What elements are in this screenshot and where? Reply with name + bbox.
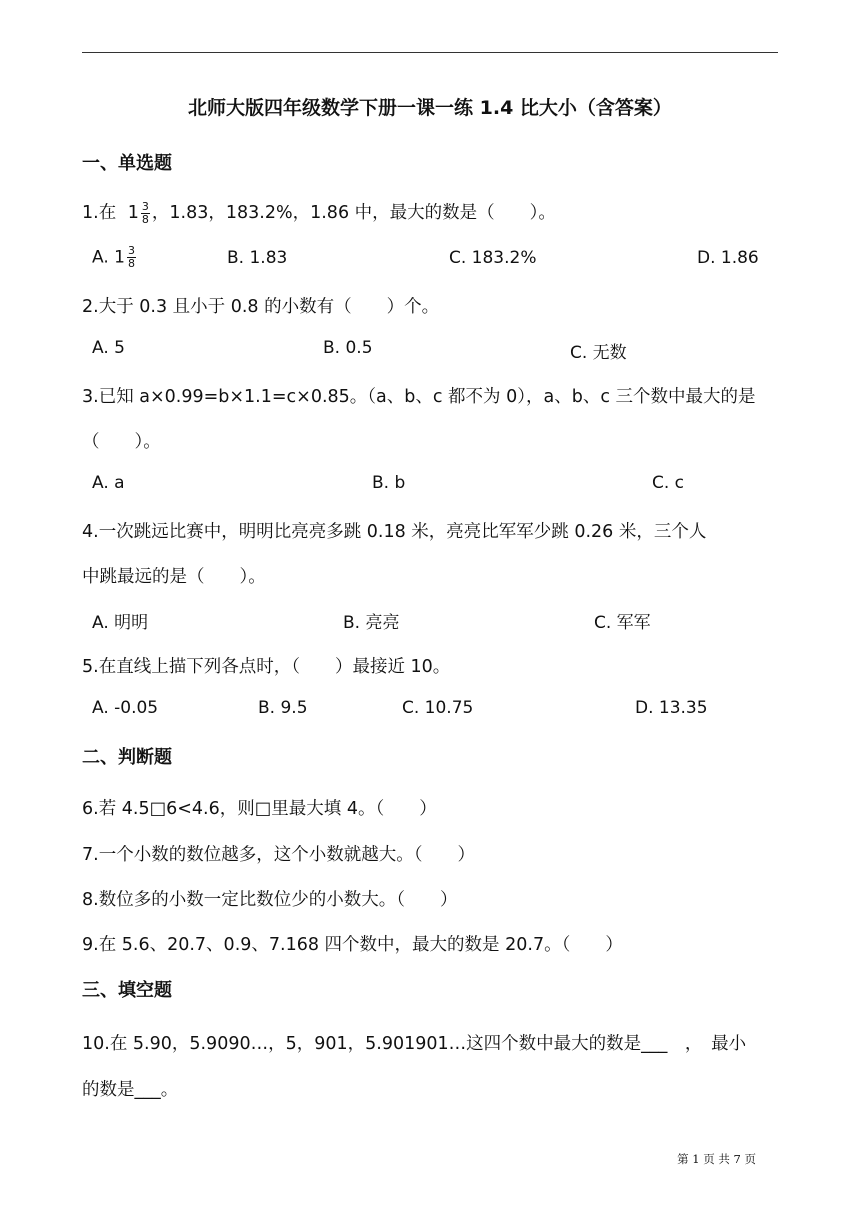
question-7: 7.一个小数的数位越多，这个小数就越大。（ ） (82, 845, 475, 865)
section-heading-single-choice: 一、单选题 (82, 153, 172, 174)
question-10-line-2: 的数是___。 (82, 1080, 179, 1100)
question-6: 6.若 4.5□6<4.6，则□里最大填 4。（ ） (82, 799, 437, 819)
q3-option-c[interactable]: C. c (652, 473, 685, 493)
q2-option-a[interactable]: A. 5 (92, 338, 125, 358)
q5-option-c[interactable]: C. 10.75 (402, 698, 474, 718)
fraction-numerator: 3 (127, 244, 135, 257)
q4-option-b[interactable]: B. 亮亮 (343, 613, 400, 633)
q5-option-d[interactable]: D. 13.35 (635, 698, 708, 718)
q1-option-c[interactable]: C. 183.2% (449, 248, 537, 268)
question-1-prefix: 1.在 (82, 203, 117, 223)
q4-option-c[interactable]: C. 军军 (594, 613, 651, 633)
question-1-whole: 1 (127, 203, 139, 223)
q2-option-c[interactable]: C. 无数 (570, 343, 627, 363)
q3-option-b[interactable]: B. b (372, 473, 406, 493)
q3-option-a[interactable]: A. a (92, 473, 125, 493)
question-1-suffix: ，1.83，183.2%，1.86 中，最大的数是（ ）。 (151, 203, 556, 223)
fraction-denominator: 8 (141, 212, 149, 226)
document-title: 北师大版四年级数学下册一课一练 1.4 比大小（含答案） (188, 97, 672, 119)
page-footer: 第 1 页 共 7 页 (677, 1152, 756, 1166)
option-a-fraction (127, 245, 136, 270)
question-1-fraction (141, 201, 150, 226)
q1-option-a[interactable] (92, 245, 138, 270)
question-8: 8.数位多的小数一定比数位少的小数大。（ ） (82, 890, 458, 910)
q1-option-b[interactable]: B. 1.83 (227, 248, 288, 268)
q5-option-a[interactable]: A. -0.05 (92, 698, 159, 718)
header-rule (82, 52, 778, 53)
q1-option-d[interactable]: D. 1.86 (697, 248, 759, 268)
question-1 (82, 199, 556, 226)
option-a-prefix: A. 1 (92, 247, 125, 268)
q4-option-a[interactable]: A. 明明 (92, 613, 149, 633)
question-5: 5.在直线上描下列各点时，（ ）最接近 10。 (82, 657, 451, 677)
question-3-line-2: （ ）。 (82, 432, 161, 452)
question-3-line-1: 3.已知 a×0.99=b×1.1=c×0.85。（a、b、c 都不为 0），a、b、c 三个数中最大的是 (82, 387, 756, 407)
fraction-denominator: 8 (127, 257, 135, 270)
section-heading-fill-in: 三、填空题 (82, 980, 172, 1001)
section-heading-true-false: 二、判断题 (82, 747, 172, 768)
q2-option-b[interactable]: B. 0.5 (323, 338, 373, 358)
question-10-line-1: 10.在 5.90，5.9090…，5，901，5.901901…这四个数中最大的数是___ ， 最小 (82, 1034, 747, 1054)
question-2: 2.大于 0.3 且小于 0.8 的小数有（ ）个。 (82, 297, 440, 317)
question-9: 9.在 5.6、20.7、0.9、7.168 四个数中，最大的数是 20.7。（ ） (82, 935, 623, 955)
fraction-numerator: 3 (141, 199, 149, 213)
question-4-line-2: 中跳最远的是（ ）。 (82, 567, 266, 587)
q5-option-b[interactable]: B. 9.5 (258, 698, 308, 718)
question-4-line-1: 4.一次跳远比赛中，明明比亮亮多跳 0.18 米，亮亮比军军少跳 0.26 米，三个人 (82, 522, 707, 542)
